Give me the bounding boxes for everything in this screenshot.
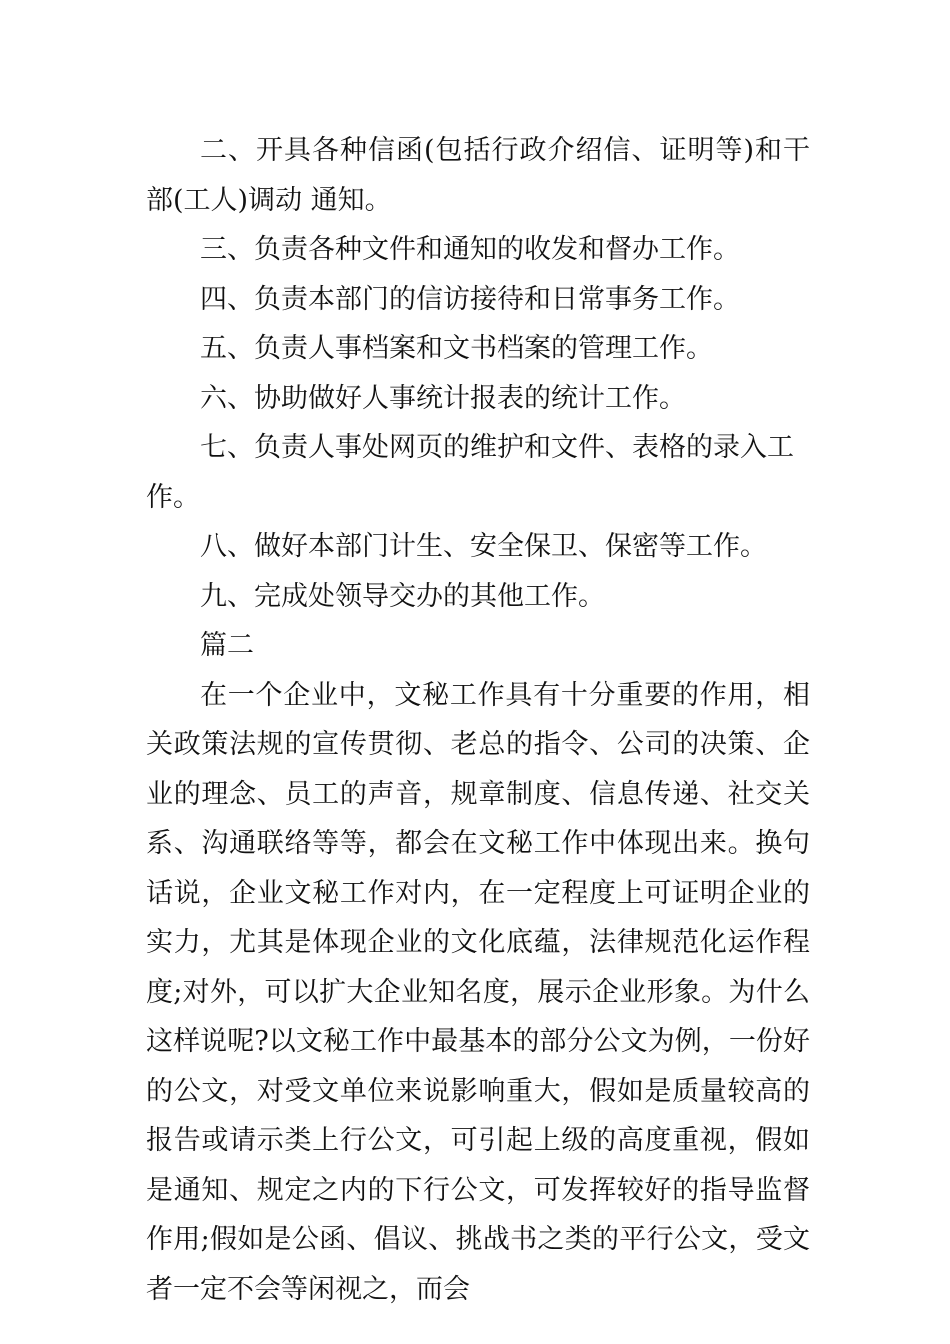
paragraph-item-2: 二、开具各种信函(包括行政介绍信、证明等)和干部(工人)调动 通知。 [146, 135, 810, 216]
body-paragraph: 在一个企业中，文秘工作具有十分重要的作用，相关政策法规的宣传贯彻、老总的指令、公司的决策、企业的理念、员工的声音，规章制度、信息传递、社交关系、沟通联络等等，都会在文秘工作中体现出来。换句话说，企业文秘工作对内，在一定程度上可证明企业的实力，尤其是体现企业的文化底蕴，法律规范化运作程度;对外，可以扩大企业知名度，展示企业形象。为什么这样说呢?以文秘工作中最基本的部分公文为例，一份好的公文，对受文单位来说影响重大，假如是质量较高的报告或请示类上行公文，可引起上级的高度重视，假如是通知、规定之内的下行公文，可发挥较好的指导监督作用;假如是公函、倡议、挑战书之类的平行公文，受文者一定不会等闲视之，而会 [146, 679, 810, 1305]
section-heading: 篇二 [200, 630, 254, 661]
document-body [146, 126, 810, 1314]
paragraph-item-3: 三、负责各种文件和通知的收发和督办工作。 [200, 234, 740, 265]
paragraph-item-8: 八、做好本部门计生、安全保卫、保密等工作。 [200, 531, 767, 562]
paragraph-item-6: 六、协助做好人事统计报表的统计工作。 [200, 382, 686, 414]
paragraph-item-7: 七、负责人事处网页的维护和文件、表格的录入工作。 [146, 432, 794, 513]
paragraph-item-5: 五、负责人事档案和文书档案的管理工作。 [200, 333, 713, 364]
paragraph-item-4: 四、负责本部门的信访接待和日常事务工作。 [200, 283, 740, 315]
paragraph-item-9: 九、完成处领导交办的其他工作。 [200, 580, 605, 612]
